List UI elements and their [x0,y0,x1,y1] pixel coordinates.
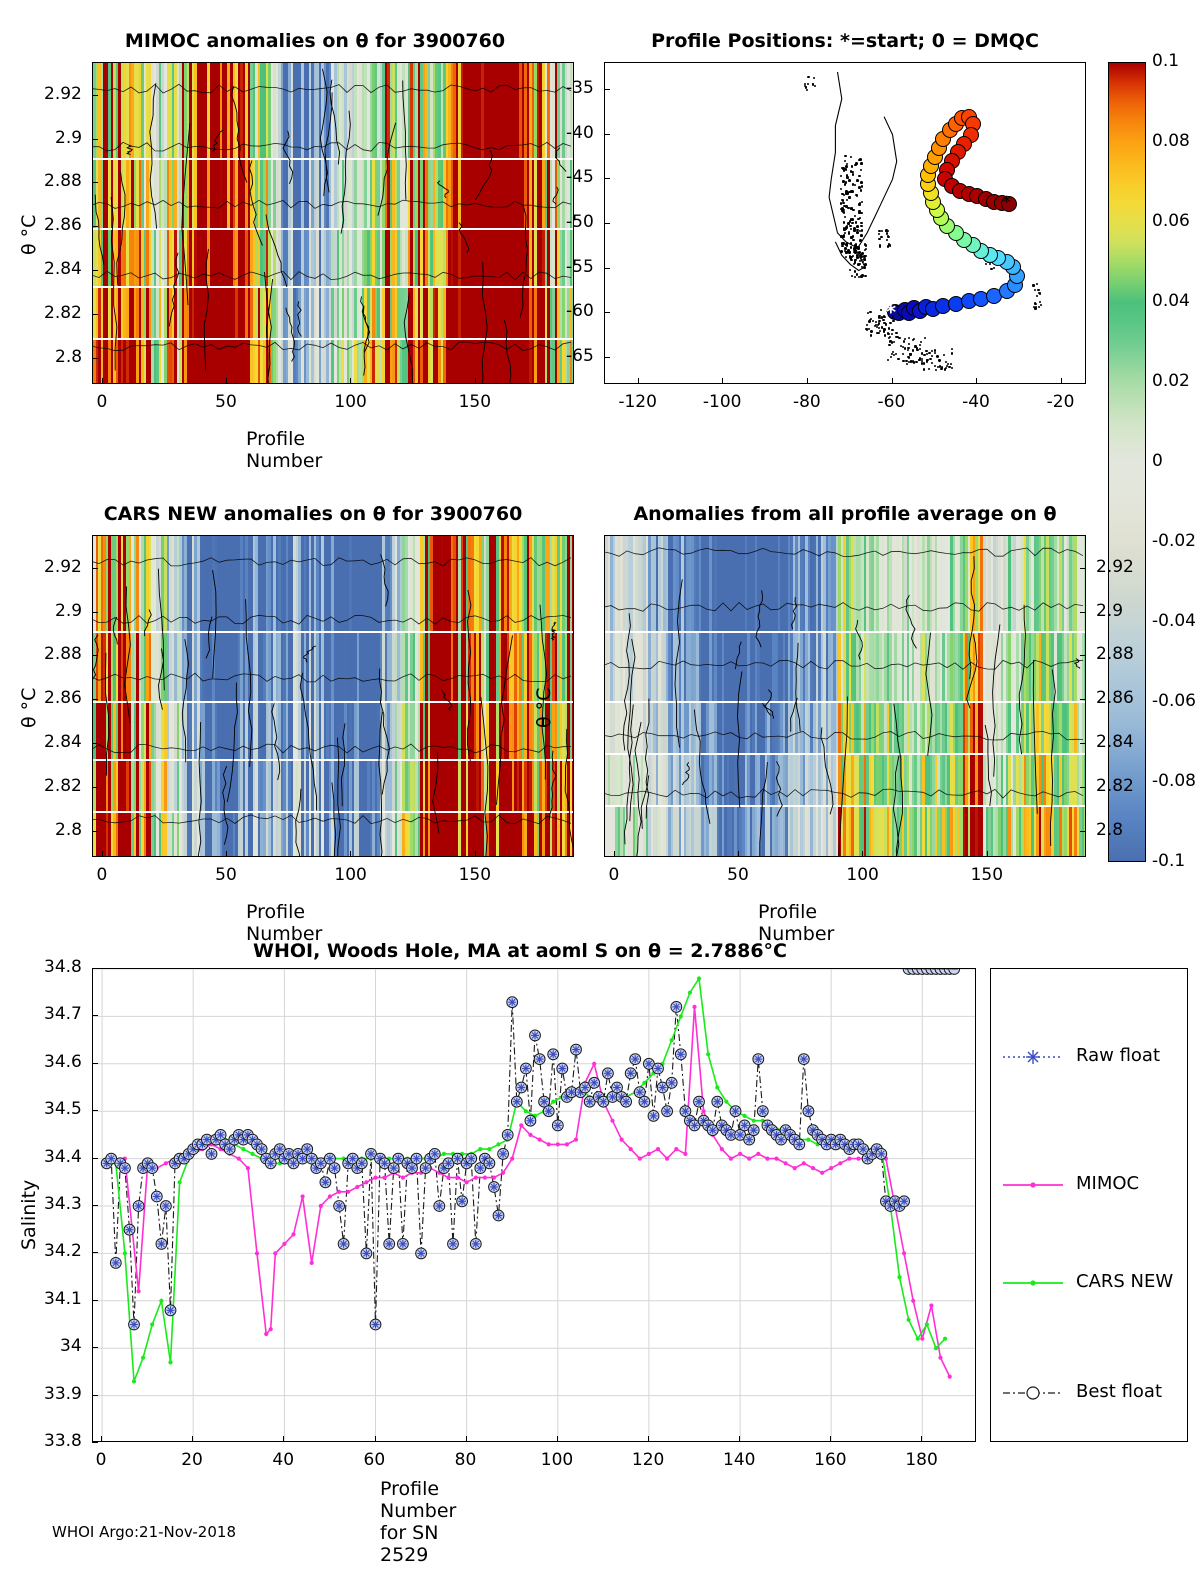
tick-mark [92,1205,98,1206]
axis-tick-y: 2.84 [1096,732,1134,753]
tick-mark [892,378,893,384]
axis-tick-x: 20 [181,1450,203,1470]
axis-tick-y: 2.92 [1096,556,1134,577]
axis-tick-y: -45 [566,167,594,188]
axis-tick-x: 50 [215,865,237,885]
axis-tick-y: 2.86 [44,688,82,709]
tick-mark [92,270,98,271]
axis-tick-y: 2.9 [1096,600,1124,621]
mimoc-contours [93,63,574,384]
dmqc-marker: * [1002,192,1011,212]
colorbar-tick: -0.06 [1152,691,1196,711]
tick-mark [92,226,98,227]
allprofile-ylabel: θ °C [533,687,555,728]
axis-tick-y: 33.8 [44,1431,82,1451]
tick-mark [614,851,615,857]
tick-mark [722,378,723,384]
tick-mark [92,655,98,656]
start-marker: * [885,299,897,324]
tick-mark [1080,787,1086,788]
axis-tick-x: 180 [905,1450,938,1470]
axis-tick-y: 2.86 [44,215,82,236]
tick-mark [350,851,351,857]
legend-item-label: Raw float [1076,1045,1161,1066]
tick-mark [475,851,476,857]
axis-tick-y: 2.84 [44,259,82,280]
axis-tick-x: 140 [723,1450,756,1470]
tick-mark [350,378,351,384]
axis-tick-y: 34.6 [44,1051,82,1072]
colorbar-tick: 0.1 [1152,51,1180,71]
colorbar-tick: 0.08 [1152,131,1190,151]
axis-tick-x: 80 [454,1450,477,1470]
positions-title: Profile Positions: *=start; 0 = DMQC [651,30,1039,52]
tick-mark [648,1436,649,1442]
axis-tick-y: 34.8 [44,957,82,977]
tick-mark [92,1300,98,1301]
tick-mark [102,378,103,384]
allprofile-xlabel: Profile Number [758,901,835,945]
tick-mark [862,851,863,857]
axis-tick-y: 2.92 [44,556,82,577]
cars-ylabel: θ °C [18,687,40,728]
axis-tick-y: -55 [566,256,594,277]
axis-tick-x: -80 [792,392,821,412]
axis-tick-y: 2.92 [44,83,82,104]
salinity-ylabel: Salinity [18,1179,40,1250]
axis-tick-x: 0 [96,865,108,885]
axis-tick-y: 34.4 [44,1146,82,1167]
axis-tick-y: 34.1 [44,1288,82,1309]
axis-tick-y: -65 [566,346,594,367]
axis-tick-x: -120 [618,392,657,412]
legend-item-label: MIMOC [1076,1173,1140,1194]
tick-mark [92,968,98,969]
mimoc-title: MIMOC anomalies on θ for 3900760 [124,30,506,52]
tick-mark [807,378,808,384]
tick-mark [92,699,98,700]
axis-tick-x: 0 [95,1450,107,1470]
tick-mark [92,568,98,569]
axis-tick-x: 100 [334,865,367,885]
axis-tick-y: 2.9 [55,127,83,148]
axis-tick-y: 34.2 [44,1241,82,1262]
tick-mark [557,1436,558,1442]
tick-mark [92,358,98,359]
axis-tick-y: 2.88 [44,171,82,192]
tick-mark [1080,655,1086,656]
colorbar-tick: -0.04 [1152,611,1196,631]
axis-tick-x: 0 [96,392,108,412]
axis-tick-y: 2.84 [44,732,82,753]
positions-map-area [604,62,1086,384]
axis-tick-x: 150 [970,865,1004,885]
tick-mark [604,312,610,313]
axis-tick-x: -100 [702,392,742,412]
axis-tick-x: 0 [608,865,620,885]
axis-tick-y: 34.5 [44,1099,82,1120]
salinity-xlabel: Profile Number for SN 2529 [380,1478,457,1566]
tick-mark [604,134,610,135]
axis-tick-y: 34.7 [44,1004,82,1025]
axis-tick-x: 100 [540,1450,574,1470]
allprofile-title: Anomalies from all profile average on θ [633,503,1057,525]
axis-tick-y: 2.82 [1096,775,1134,796]
tick-mark [604,223,610,224]
tick-mark [92,1395,98,1396]
salinity-series [93,969,976,1442]
axis-tick-y: 2.8 [55,346,83,367]
axis-tick-x: 100 [334,392,367,412]
tick-mark [226,378,227,384]
axis-tick-y: 2.82 [44,302,82,323]
salinity-plot-area [92,968,976,1442]
tick-mark [604,178,610,179]
axis-tick-x: 150 [458,865,492,885]
tick-mark [92,139,98,140]
salinity-legend [990,968,1188,1442]
allprofile-contours [605,536,1086,857]
axis-tick-y: 2.86 [1096,688,1134,709]
axis-tick-x: 50 [727,865,749,885]
tick-mark [976,378,977,384]
tick-mark [92,1063,98,1064]
tick-mark [1080,699,1086,700]
axis-tick-x: 100 [846,865,879,885]
tick-mark [604,268,610,269]
colorbar-tick: 0.02 [1152,371,1190,391]
tick-mark [92,314,98,315]
tick-mark [738,851,739,857]
tick-mark [92,1110,98,1111]
axis-tick-x: 160 [814,1450,847,1470]
tick-mark [92,182,98,183]
tick-mark [92,743,98,744]
axis-tick-y: -40 [566,122,594,143]
axis-tick-x: 40 [272,1450,295,1470]
axis-tick-y: 33.9 [44,1383,82,1404]
tick-mark [466,1436,467,1442]
tick-mark [987,851,988,857]
axis-tick-x: -40 [962,392,990,412]
tick-mark [192,1436,193,1442]
mimoc-ylabel: θ °C [18,214,40,255]
colorbar-tick: -0.02 [1152,531,1196,551]
footer-credit: WHOI Argo:21-Nov-2018 [52,1523,236,1541]
tick-mark [101,1436,102,1442]
tick-mark [92,1442,98,1443]
mimoc-plot-area [92,62,574,384]
tick-mark [1061,378,1062,384]
tick-mark [739,1436,740,1442]
axis-tick-y: -35 [566,77,594,98]
axis-tick-y: 2.88 [44,644,82,665]
tick-mark [830,1436,831,1442]
colorbar-tick: -0.08 [1152,771,1196,791]
tick-mark [92,1015,98,1016]
axis-tick-x: -60 [877,392,906,412]
tick-mark [92,831,98,832]
tick-mark [638,378,639,384]
axis-tick-y: -60 [566,301,594,322]
axis-tick-y: 2.9 [55,600,83,621]
tick-mark [283,1436,284,1442]
float-position-markers [605,63,1085,383]
tick-mark [92,1347,98,1348]
tick-mark [92,95,98,96]
axis-tick-x: 120 [631,1450,665,1470]
tick-mark [604,89,610,90]
tick-mark [375,1436,376,1442]
axis-tick-y: 2.88 [1096,644,1134,665]
axis-tick-y: 2.82 [44,775,82,796]
axis-tick-y: 34.3 [44,1194,82,1214]
allprofile-plot-area [604,535,1086,857]
tick-mark [1080,568,1086,569]
axis-tick-x: 150 [458,392,492,412]
cars-title: CARS NEW anomalies on θ for 3900760 [103,503,523,525]
colorbar-tick: 0 [1152,451,1163,471]
tick-mark [226,851,227,857]
tick-mark [475,378,476,384]
axis-tick-y: -50 [566,212,594,232]
legend-item-label: CARS NEW [1076,1271,1174,1292]
axis-tick-y: 2.8 [55,819,83,840]
tick-mark [92,1252,98,1253]
legend-item-label: Best float [1076,1381,1163,1402]
axis-tick-y: 34 [60,1336,82,1357]
tick-mark [92,1158,98,1159]
cars-plot-area [92,535,574,857]
tick-mark [604,357,610,358]
axis-tick-x: 50 [215,392,237,412]
axis-tick-x: -20 [1046,392,1075,412]
tick-mark [921,1436,922,1442]
axis-tick-y: 2.8 [1096,819,1124,840]
tick-mark [92,612,98,613]
colorbar-tick: -0.1 [1152,851,1186,871]
mimoc-xlabel: Profile Number [246,428,323,472]
tick-mark [92,787,98,788]
cars-xlabel: Profile Number [246,901,323,945]
tick-mark [1080,612,1086,613]
salinity-title: WHOI, Woods Hole, MA at aoml S on θ = 2.7886°C [252,940,787,962]
axis-tick-x: 60 [363,1450,386,1470]
tick-mark [102,851,103,857]
legend-glyphs [991,969,1187,1441]
colorbar-tick: 0.04 [1152,291,1190,311]
colorbar-tick: 0.06 [1152,211,1190,231]
tick-mark [1080,831,1086,832]
cars-contours [93,536,574,857]
tick-mark [1080,743,1086,744]
